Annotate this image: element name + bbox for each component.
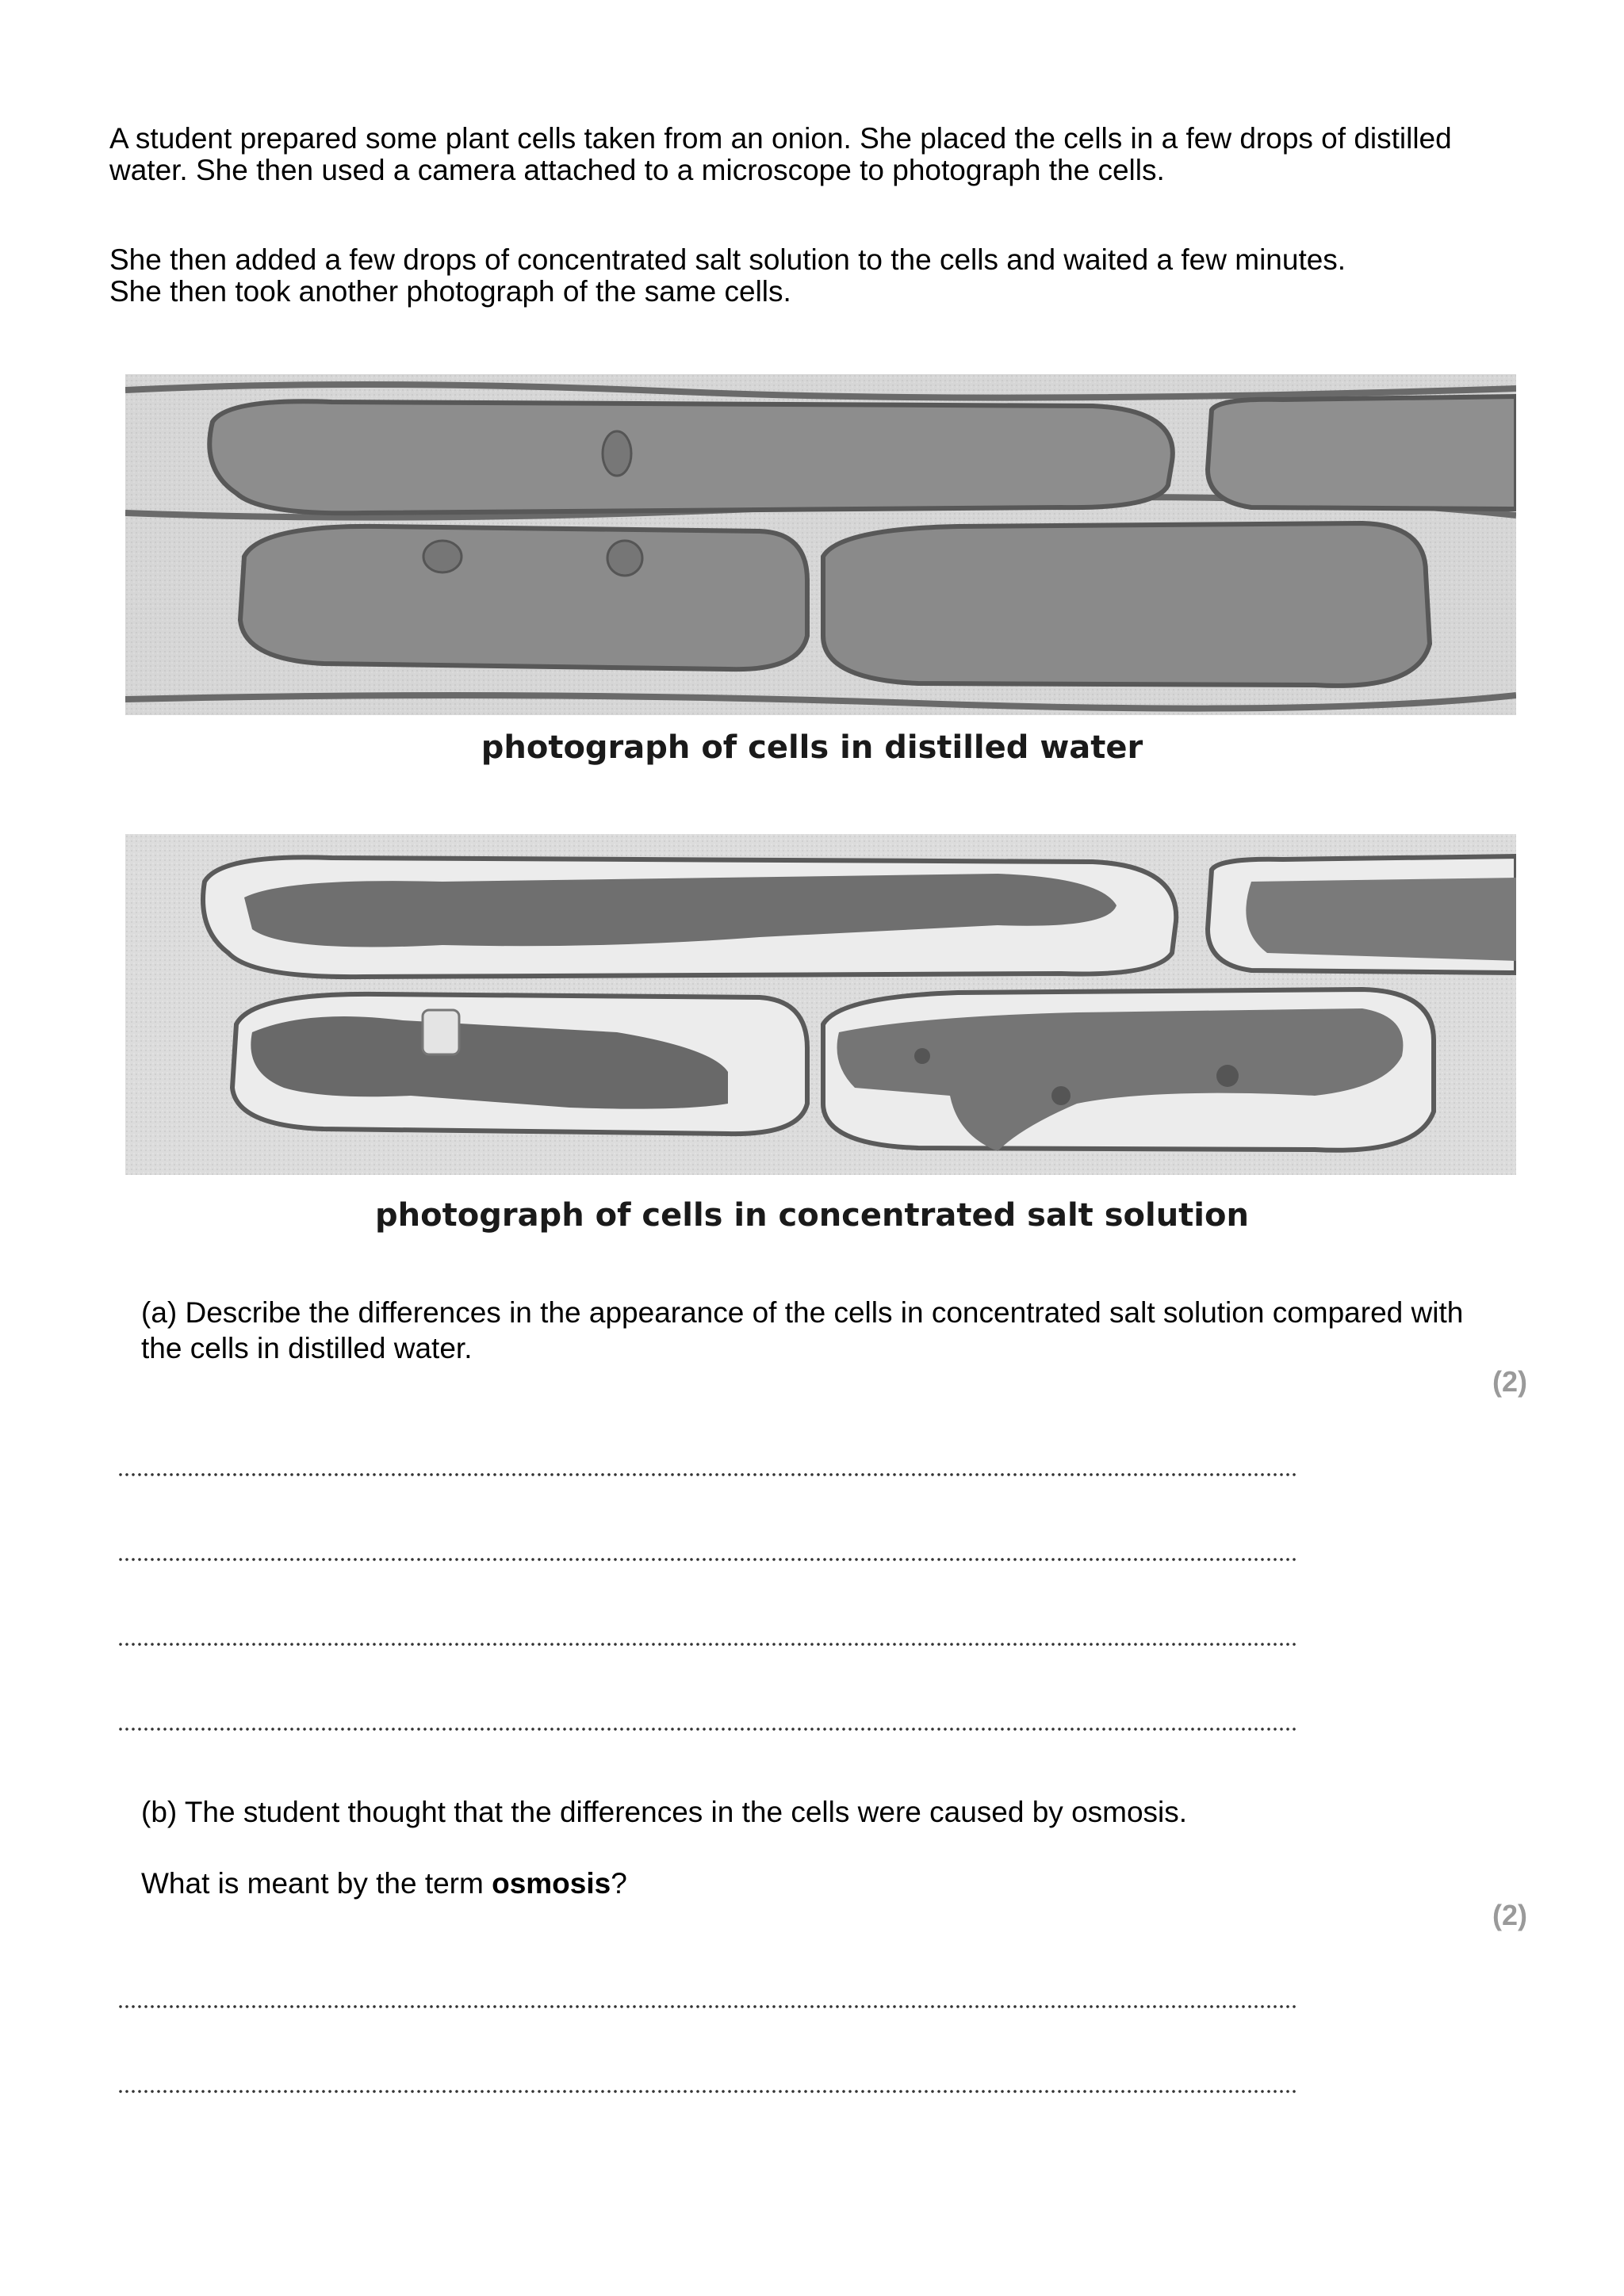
question-a-line-2: the cells in distilled water. [141, 1332, 473, 1364]
intro-line-4: She then took another photograph of the same cells. [109, 275, 791, 308]
answer-line-a-4[interactable] [117, 1725, 1299, 1733]
answer-line-b-2[interactable] [117, 2087, 1299, 2095]
caption-salt-solution: photograph of cells in concentrated salt solution [375, 1197, 1249, 1234]
question-b-marks: (2) [1492, 1899, 1527, 1931]
intro-line-1: A student prepared some plant cells taken from an onion. She placed the cells in a few drops of distilled [109, 122, 1452, 155]
question-b-line-1: (b) The student thought that the differences in the cells were caused by osmosis. [141, 1796, 1188, 1828]
photo-cells-salt-solution [125, 834, 1516, 1175]
caption-distilled-water: photograph of cells in distilled water [481, 729, 1143, 766]
intro-line-3: She then added a few drops of concentrated salt solution to the cells and waited a few minutes. [109, 243, 1346, 276]
question-a-marks: (2) [1492, 1365, 1527, 1398]
answer-line-a-3[interactable] [117, 1640, 1299, 1648]
question-b-term-osmosis: osmosis [492, 1867, 611, 1900]
question-b-prompt-after: ? [611, 1867, 627, 1900]
question-b-prompt [141, 1867, 1521, 1900]
question-a-line-1: (a) Describe the differences in the appearance of the cells in concentrated salt solution compared with [141, 1296, 1464, 1329]
question-b-prompt-before: What is meant by the term [141, 1867, 492, 1900]
intro-line-2: water. She then used a camera attached to a microscope to photograph the cells. [109, 154, 1165, 186]
answer-line-a-2[interactable] [117, 1556, 1299, 1563]
photo-cells-distilled-water [125, 374, 1516, 715]
answer-line-a-1[interactable] [117, 1471, 1299, 1479]
answer-line-b-1[interactable] [117, 2003, 1299, 2011]
